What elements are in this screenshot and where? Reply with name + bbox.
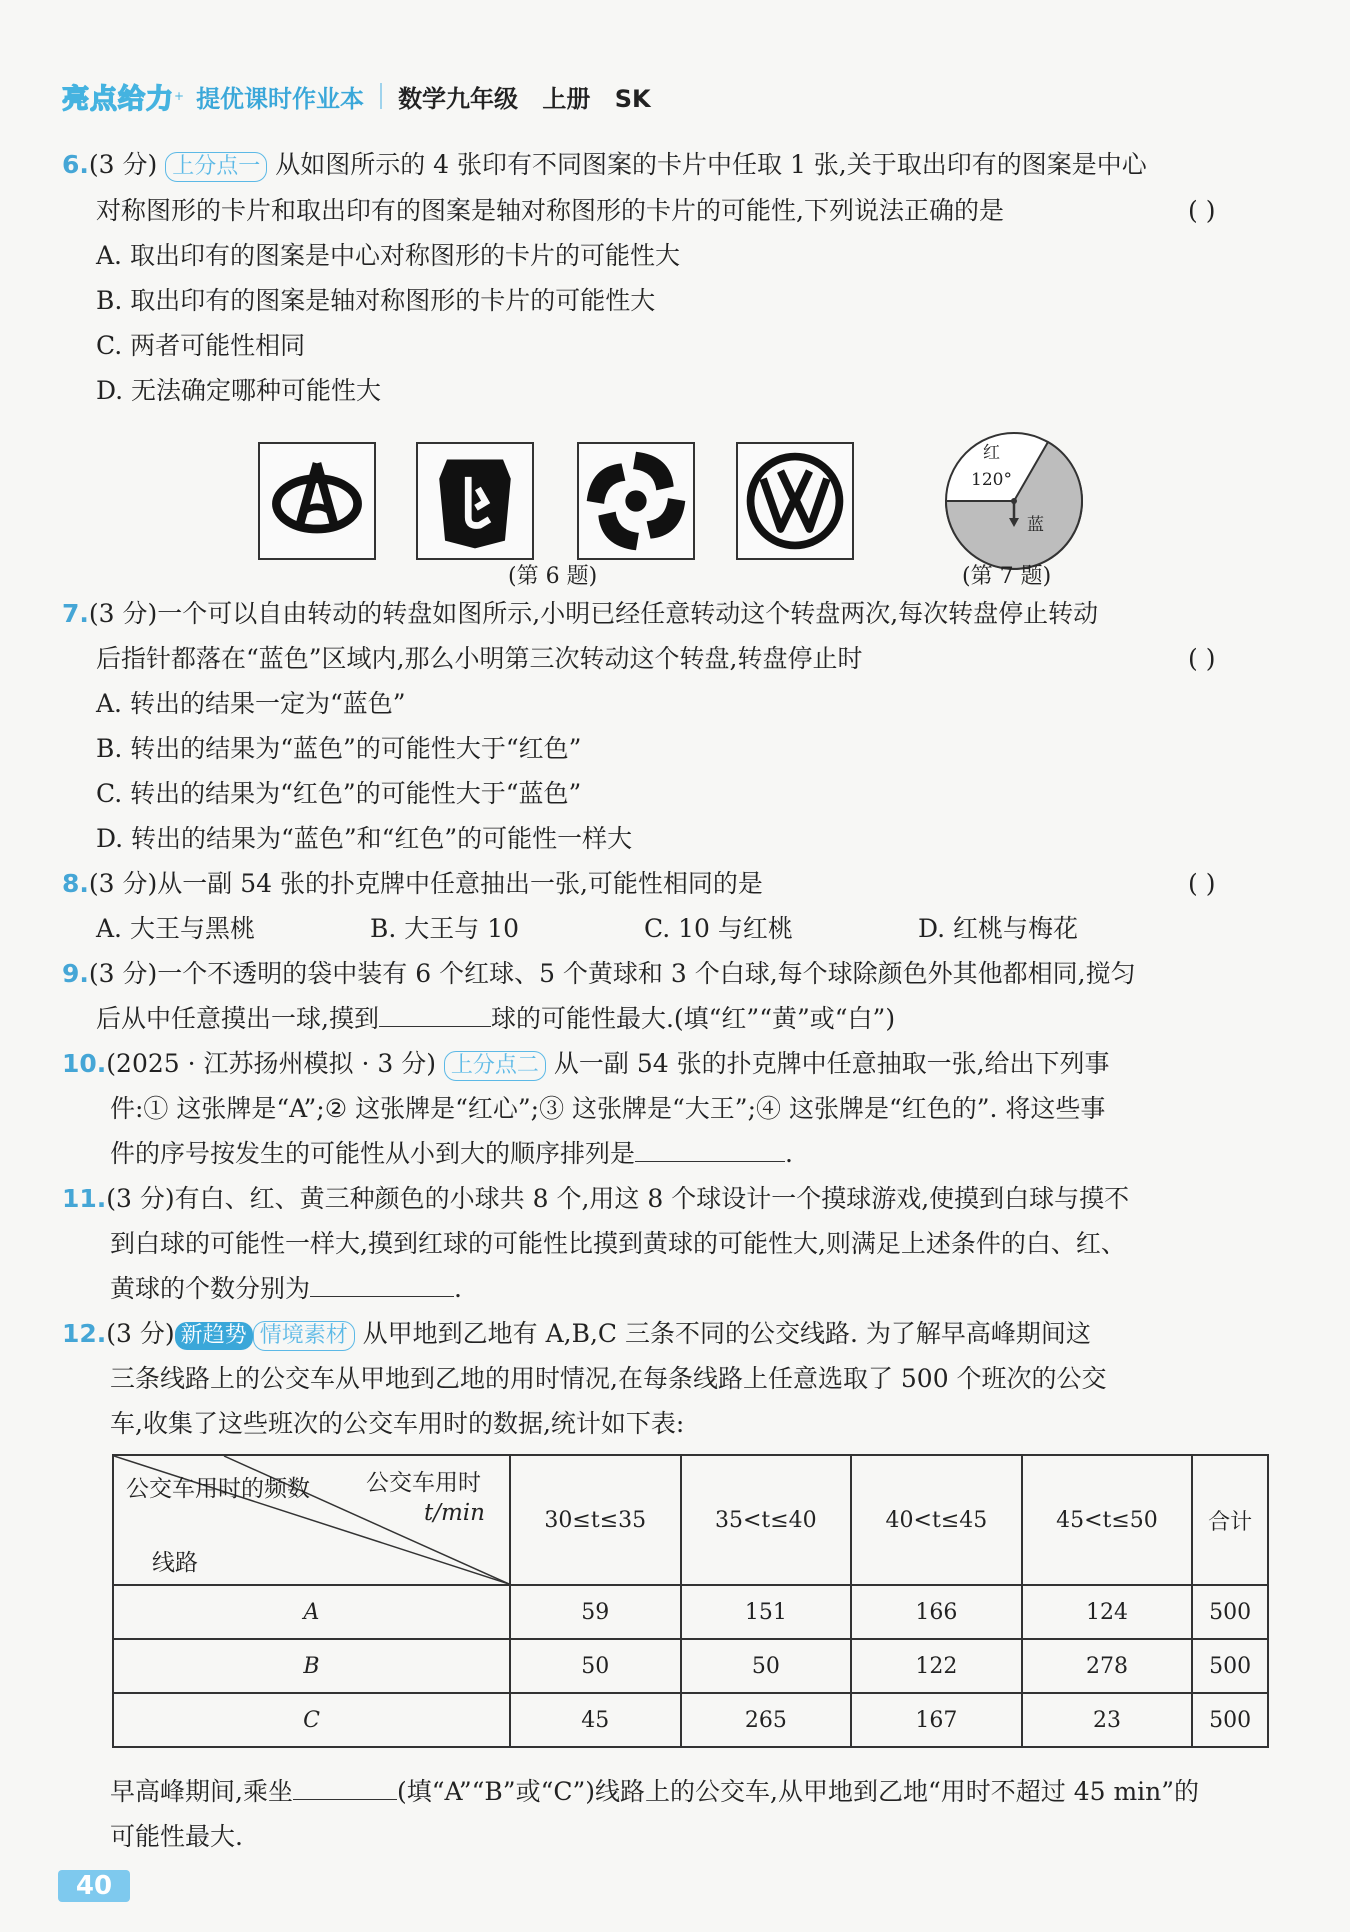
row-route-label: B bbox=[113, 1639, 510, 1693]
column-header: 35<t≤40 bbox=[681, 1455, 852, 1585]
q6-line-1 bbox=[62, 148, 1147, 182]
column-header: 30≤t≤35 bbox=[510, 1455, 681, 1585]
card-4-emblem bbox=[736, 442, 854, 560]
spinner-red-label: 红 bbox=[983, 443, 1000, 463]
q9-answer-blank[interactable] bbox=[379, 1004, 491, 1027]
q10-source: (2025 · 江苏扬州模拟 · 3 分) bbox=[106, 1049, 436, 1078]
q12-number: 12. bbox=[62, 1319, 107, 1348]
q6-option-a: A. 取出印有的图案是中心对称图形的卡片的可能性大 bbox=[96, 241, 680, 270]
q12-after-text-1b: (填“A”“B”或“C”)线路上的公交车,从甲地到乙地“用时不超过 45 min”的 bbox=[396, 1777, 1200, 1806]
card-3-emblem bbox=[577, 442, 695, 560]
table-cell: 59 bbox=[510, 1585, 681, 1639]
q6-text-2: 对称图形的卡片和取出印有的图案是轴对称图形的卡片的可能性,下列说法正确的是 bbox=[96, 196, 1004, 225]
table-cell: 278 bbox=[1022, 1639, 1193, 1693]
q6-score: (3 分) bbox=[88, 150, 158, 179]
q6-option-b: B. 取出印有的图案是轴对称图形的卡片的可能性大 bbox=[96, 286, 656, 315]
q11-line-3 bbox=[110, 1272, 462, 1306]
q8-option-a: A. 大王与黑桃 bbox=[96, 914, 255, 943]
q11-answer-blank[interactable] bbox=[310, 1274, 454, 1297]
q11-text-2: 到白球的可能性一样大,摸到红球的可能性比摸到黄球的可能性大,则满足上述条件的白、红、 bbox=[110, 1229, 1126, 1258]
q12-after-line-1 bbox=[110, 1775, 1199, 1809]
q10-text-3a: 件的序号按发生的可能性从小到大的顺序排列是 bbox=[110, 1139, 636, 1168]
bus-time-table bbox=[112, 1454, 1269, 1748]
card-3-icon bbox=[579, 444, 693, 558]
table-cell: 500 bbox=[1192, 1639, 1268, 1693]
table-cell: 151 bbox=[681, 1585, 852, 1639]
row-route-label: C bbox=[113, 1693, 510, 1747]
q8-line-1 bbox=[62, 867, 763, 901]
q8-number: 8. bbox=[62, 869, 89, 898]
q12-after-text-1a: 早高峰期间,乘坐 bbox=[110, 1777, 293, 1806]
column-header: 45<t≤50 bbox=[1022, 1455, 1193, 1585]
q6-number: 6. bbox=[62, 150, 89, 179]
table-cell: 45 bbox=[510, 1693, 681, 1747]
q12-score: (3 分) bbox=[106, 1319, 175, 1348]
q7-spinner-diagram bbox=[943, 430, 1085, 572]
q9-text-1: (3 分)一个不透明的袋中装有 6 个红球、5 个黄球和 3 个白球,每个球除颜色外其他都相同,搅匀 bbox=[88, 959, 1136, 988]
q10-line-3 bbox=[110, 1137, 793, 1171]
q12-after-text-2: 可能性最大. bbox=[110, 1822, 243, 1851]
brand-plus-mark: + bbox=[174, 89, 185, 103]
brand-logo: 亮点给力 bbox=[62, 83, 174, 115]
book-title: 数学九年级 上册 SK bbox=[398, 84, 651, 113]
q10-answer-blank[interactable] bbox=[635, 1139, 785, 1162]
row-route-label: A bbox=[113, 1585, 510, 1639]
q12-tag-trend: 新趋势 bbox=[175, 1322, 253, 1350]
table-cell: 167 bbox=[851, 1693, 1022, 1747]
q7-option-b: B. 转出的结果为“蓝色”的可能性大于“红色” bbox=[96, 734, 582, 763]
card-4-icon bbox=[738, 444, 852, 558]
q12-text-2: 三条线路上的公交车从甲地到乙地的用时情况,在每条线路上任意选取了 500 个班次的公交 bbox=[110, 1364, 1107, 1393]
table-cell: 50 bbox=[510, 1639, 681, 1693]
q10-text-2: 件:① 这张牌是“A”;② 这张牌是“红心”;③ 这张牌是“大王”;④ 这张牌是“红色的”. 将这些事 bbox=[110, 1094, 1106, 1123]
header-divider bbox=[380, 83, 382, 109]
table-cell: 122 bbox=[851, 1639, 1022, 1693]
table-corner-cell bbox=[113, 1455, 510, 1585]
table-row bbox=[113, 1639, 1268, 1693]
corner-label-time: 公交车用时 bbox=[366, 1470, 481, 1496]
q12-text-1: 从甲地到乙地有 A,B,C 三条不同的公交线路. 为了解早高峰期间这 bbox=[362, 1319, 1091, 1348]
q9-text-2a: 后从中任意摸出一球,摸到 bbox=[96, 1004, 379, 1033]
q8-option-b: B. 大王与 10 bbox=[370, 914, 520, 943]
q10-line-1 bbox=[62, 1047, 1110, 1081]
q8-option-c: C. 10 与红桃 bbox=[644, 914, 793, 943]
q11-text-3a: 黄球的个数分别为 bbox=[110, 1274, 311, 1303]
q10-tag: 上分点二 bbox=[444, 1051, 546, 1081]
q7-option-a: A. 转出的结果一定为“蓝色” bbox=[96, 689, 406, 718]
q9-text-2b: 球的可能性最大.(填“红”“黄”或“白”) bbox=[490, 1004, 896, 1033]
q8-answer-paren: ( ) bbox=[1188, 869, 1216, 898]
q6-answer-paren: ( ) bbox=[1188, 196, 1216, 225]
q7-text-2: 后指针都落在“蓝色”区域内,那么小明第三次转动这个转盘,转盘停止时 bbox=[96, 644, 863, 673]
card-1-icon bbox=[260, 444, 374, 558]
series-title: 提优课时作业本 bbox=[196, 84, 365, 113]
table-row bbox=[113, 1693, 1268, 1747]
table-cell: 500 bbox=[1192, 1585, 1268, 1639]
q8-option-d: D. 红桃与梅花 bbox=[918, 914, 1079, 943]
q12-line-1 bbox=[62, 1317, 1091, 1351]
column-header: 40<t≤45 bbox=[851, 1455, 1022, 1585]
q8-text-1: (3 分)从一副 54 张的扑克牌中任意抽出一张,可能性相同的是 bbox=[88, 869, 763, 898]
q11-text-1: (3 分)有白、红、黄三种颜色的小球共 8 个,用这 8 个球设计一个摸球游戏,使摸到白球与摸不 bbox=[106, 1184, 1130, 1213]
q12-answer-blank[interactable] bbox=[293, 1777, 397, 1800]
q6-text-1: 从如图所示的 4 张印有不同图案的卡片中任取 1 张,关于取出印有的图案是中心 bbox=[275, 150, 1147, 179]
q7-line-1 bbox=[62, 597, 1098, 631]
q7-text-1: (3 分)一个可以自由转动的转盘如图所示,小明已经任意转动这个转盘两次,每次转盘停止转动 bbox=[88, 599, 1099, 628]
q6-figure-caption: (第 6 题) bbox=[508, 564, 598, 589]
table-cell: 166 bbox=[851, 1585, 1022, 1639]
table-row bbox=[113, 1585, 1268, 1639]
q12-tag-context: 情境素材 bbox=[253, 1321, 355, 1351]
q10-number: 10. bbox=[62, 1049, 107, 1078]
q7-figure-caption: (第 7 题) bbox=[962, 564, 1052, 589]
corner-label-frequency: 公交车用时的频数 bbox=[126, 1476, 310, 1502]
q7-option-d: D. 转出的结果为“蓝色”和“红色”的可能性一样大 bbox=[96, 824, 633, 853]
card-2-icon bbox=[418, 444, 532, 558]
q11-text-3b: . bbox=[454, 1274, 462, 1303]
q7-option-c: C. 转出的结果为“红色”的可能性大于“蓝色” bbox=[96, 779, 582, 808]
q10-text-3b: . bbox=[785, 1139, 793, 1168]
corner-label-unit: t/min bbox=[424, 1500, 485, 1526]
spinner-blue-label: 蓝 bbox=[1027, 515, 1044, 535]
page-header bbox=[62, 78, 651, 114]
q9-line-2 bbox=[96, 1002, 895, 1036]
q7-number: 7. bbox=[62, 599, 89, 628]
q6-tag: 上分点一 bbox=[165, 152, 267, 182]
table-cell: 500 bbox=[1192, 1693, 1268, 1747]
q6-option-c: C. 两者可能性相同 bbox=[96, 331, 306, 360]
page-number: 40 bbox=[58, 1870, 130, 1902]
card-2-emblem bbox=[416, 442, 534, 560]
q12-text-3: 车,收集了这些班次的公交车用时的数据,统计如下表: bbox=[110, 1409, 685, 1438]
table-header-row bbox=[113, 1455, 1268, 1585]
q7-answer-paren: ( ) bbox=[1188, 644, 1216, 673]
q9-number: 9. bbox=[62, 959, 89, 988]
q9-line-1 bbox=[62, 957, 1136, 991]
spinner-angle-label: 120° bbox=[971, 470, 1012, 490]
table-cell: 265 bbox=[681, 1693, 852, 1747]
table-cell: 124 bbox=[1022, 1585, 1193, 1639]
card-1-emblem bbox=[258, 442, 376, 560]
table-cell: 50 bbox=[681, 1639, 852, 1693]
q10-text-1: 从一副 54 张的扑克牌中任意抽取一张,给出下列事 bbox=[553, 1049, 1110, 1078]
column-header-total: 合计 bbox=[1192, 1455, 1268, 1585]
table-cell: 23 bbox=[1022, 1693, 1193, 1747]
q11-number: 11. bbox=[62, 1184, 107, 1213]
q6-option-d: D. 无法确定哪种可能性大 bbox=[96, 376, 382, 405]
q11-line-1 bbox=[62, 1182, 1129, 1216]
corner-label-route: 线路 bbox=[152, 1550, 198, 1576]
